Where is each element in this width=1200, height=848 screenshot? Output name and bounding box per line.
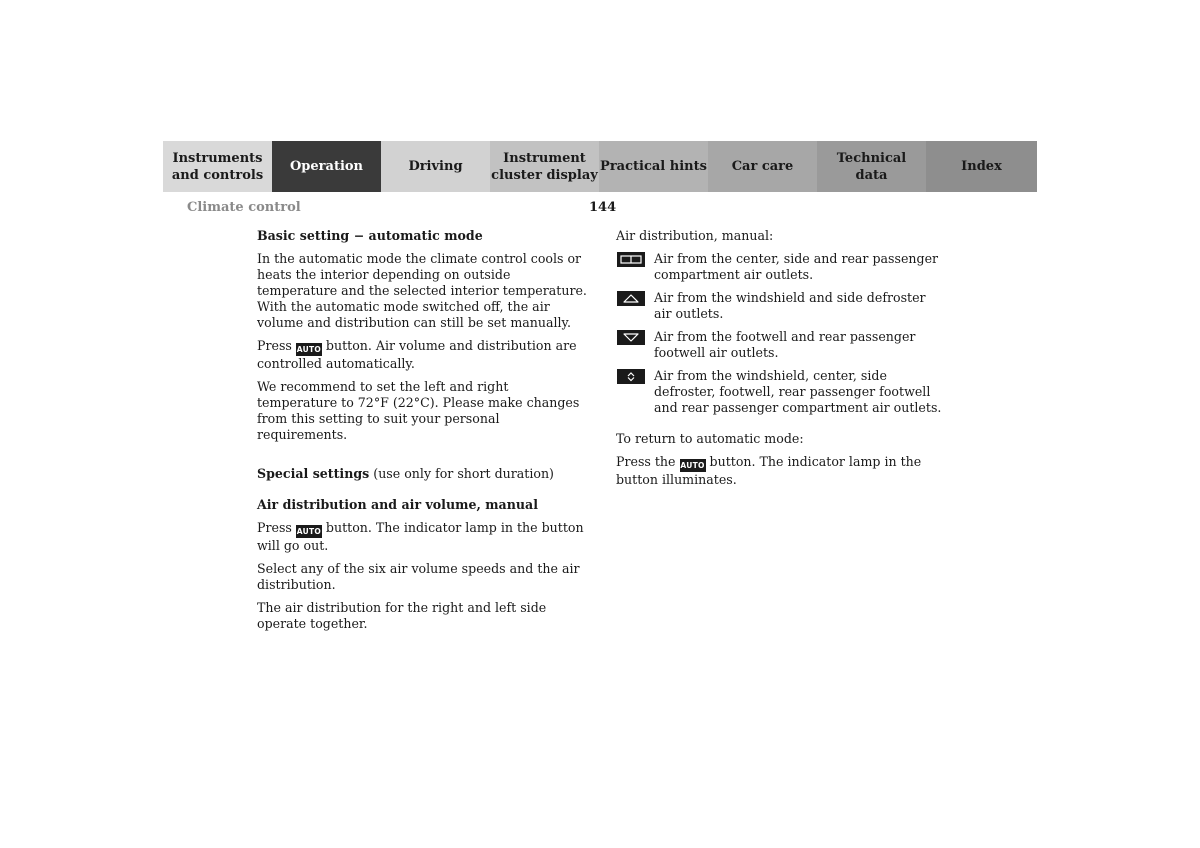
distribution-item-text: Air from the windshield and side defroster air outlets. xyxy=(654,290,926,321)
text-fragment: button. The indicator lamp in the button will go out. xyxy=(257,520,584,553)
text-fragment: button. Air volume and distribution are controlled automatically. xyxy=(257,338,577,371)
tab-car-care[interactable] xyxy=(708,141,817,192)
distribution-item xyxy=(616,290,946,322)
text-fragment: Press xyxy=(257,520,296,535)
distribution-item xyxy=(616,329,946,361)
text-fragment: button. The indicator lamp in the button illuminates. xyxy=(616,454,922,487)
special-settings-heading xyxy=(257,466,587,482)
tab-practical-hints[interactable] xyxy=(599,141,708,192)
left-column xyxy=(257,228,587,632)
tab-label: Technical data xyxy=(836,150,907,183)
center-vents-icon xyxy=(617,252,645,267)
section-title: Climate control xyxy=(187,200,301,215)
temperature-recommendation: We recommend to set the left and right temperature to 72°F (22°C). Please make changes from this setting to suit your personal requirements. xyxy=(257,379,580,442)
distribution-item-text: Air from the windshield, center, side defroster, footwell, rear passenger footwell and rear passenger compartment air outlets. xyxy=(654,368,942,415)
tab-instrument-cluster-display[interactable] xyxy=(490,141,599,192)
tab-technical-data[interactable] xyxy=(817,141,926,192)
text-fragment: Press the xyxy=(616,454,680,469)
distribution-item xyxy=(616,251,946,283)
return-paragraph xyxy=(616,454,946,488)
page-number: 144 xyxy=(589,200,617,215)
manual-press-paragraph xyxy=(257,520,587,554)
special-settings-note: (use only for short duration) xyxy=(369,466,554,481)
text-fragment: Press xyxy=(257,338,296,353)
distribution-item xyxy=(616,368,946,416)
tab-label: Practical hints xyxy=(600,159,707,174)
special-settings-bold: Special settings xyxy=(257,466,370,481)
tab-label: Instruments and controls xyxy=(171,150,264,183)
right-column xyxy=(616,228,946,488)
distribution-item-text: Air from the footwell and rear passenger footwell air outlets. xyxy=(654,329,916,360)
auto-button-icon: AUTO xyxy=(680,461,705,470)
manual-heading: Air distribution and air volume, manual xyxy=(257,497,538,512)
tab-label: Instrument cluster display xyxy=(491,150,598,183)
tab-index[interactable] xyxy=(926,141,1037,192)
air-volume-paragraph: Select any of the six air volume speeds and the air distribution. xyxy=(257,561,580,592)
defrost-icon xyxy=(617,291,645,306)
distribution-item-text: Air from the center, side and rear passenger compartment air outlets. xyxy=(654,251,939,282)
tab-driving[interactable] xyxy=(381,141,490,192)
tab-instruments-and-controls[interactable] xyxy=(163,141,272,192)
return-label: To return to automatic mode: xyxy=(616,431,804,446)
distribution-intro: Air distribution, manual: xyxy=(616,228,774,243)
auto-button-icon: AUTO xyxy=(296,345,322,354)
tab-label: Driving xyxy=(408,159,463,174)
tab-label: Car care xyxy=(731,159,794,174)
distribution-list xyxy=(616,251,946,416)
section-tab-bar xyxy=(163,141,1037,192)
auto-button-icon: AUTO xyxy=(296,527,322,536)
tab-operation[interactable] xyxy=(272,141,381,192)
tab-label: Index xyxy=(961,159,1002,174)
basic-setting-heading: Basic setting − automatic mode xyxy=(257,228,483,243)
all-vents-icon xyxy=(617,369,645,384)
basic-setting-press-paragraph xyxy=(257,338,587,372)
side-operate-paragraph: The air distribution for the right and left side operate together. xyxy=(257,600,547,631)
tab-label: Operation xyxy=(289,159,364,174)
footwell-icon xyxy=(617,330,645,345)
basic-setting-paragraph: In the automatic mode the climate control cools or heats the interior depending on outside temperature and the selected interior temperature. With the automatic mode switched off, the air volume and distribution can still be set manually. xyxy=(257,251,587,330)
